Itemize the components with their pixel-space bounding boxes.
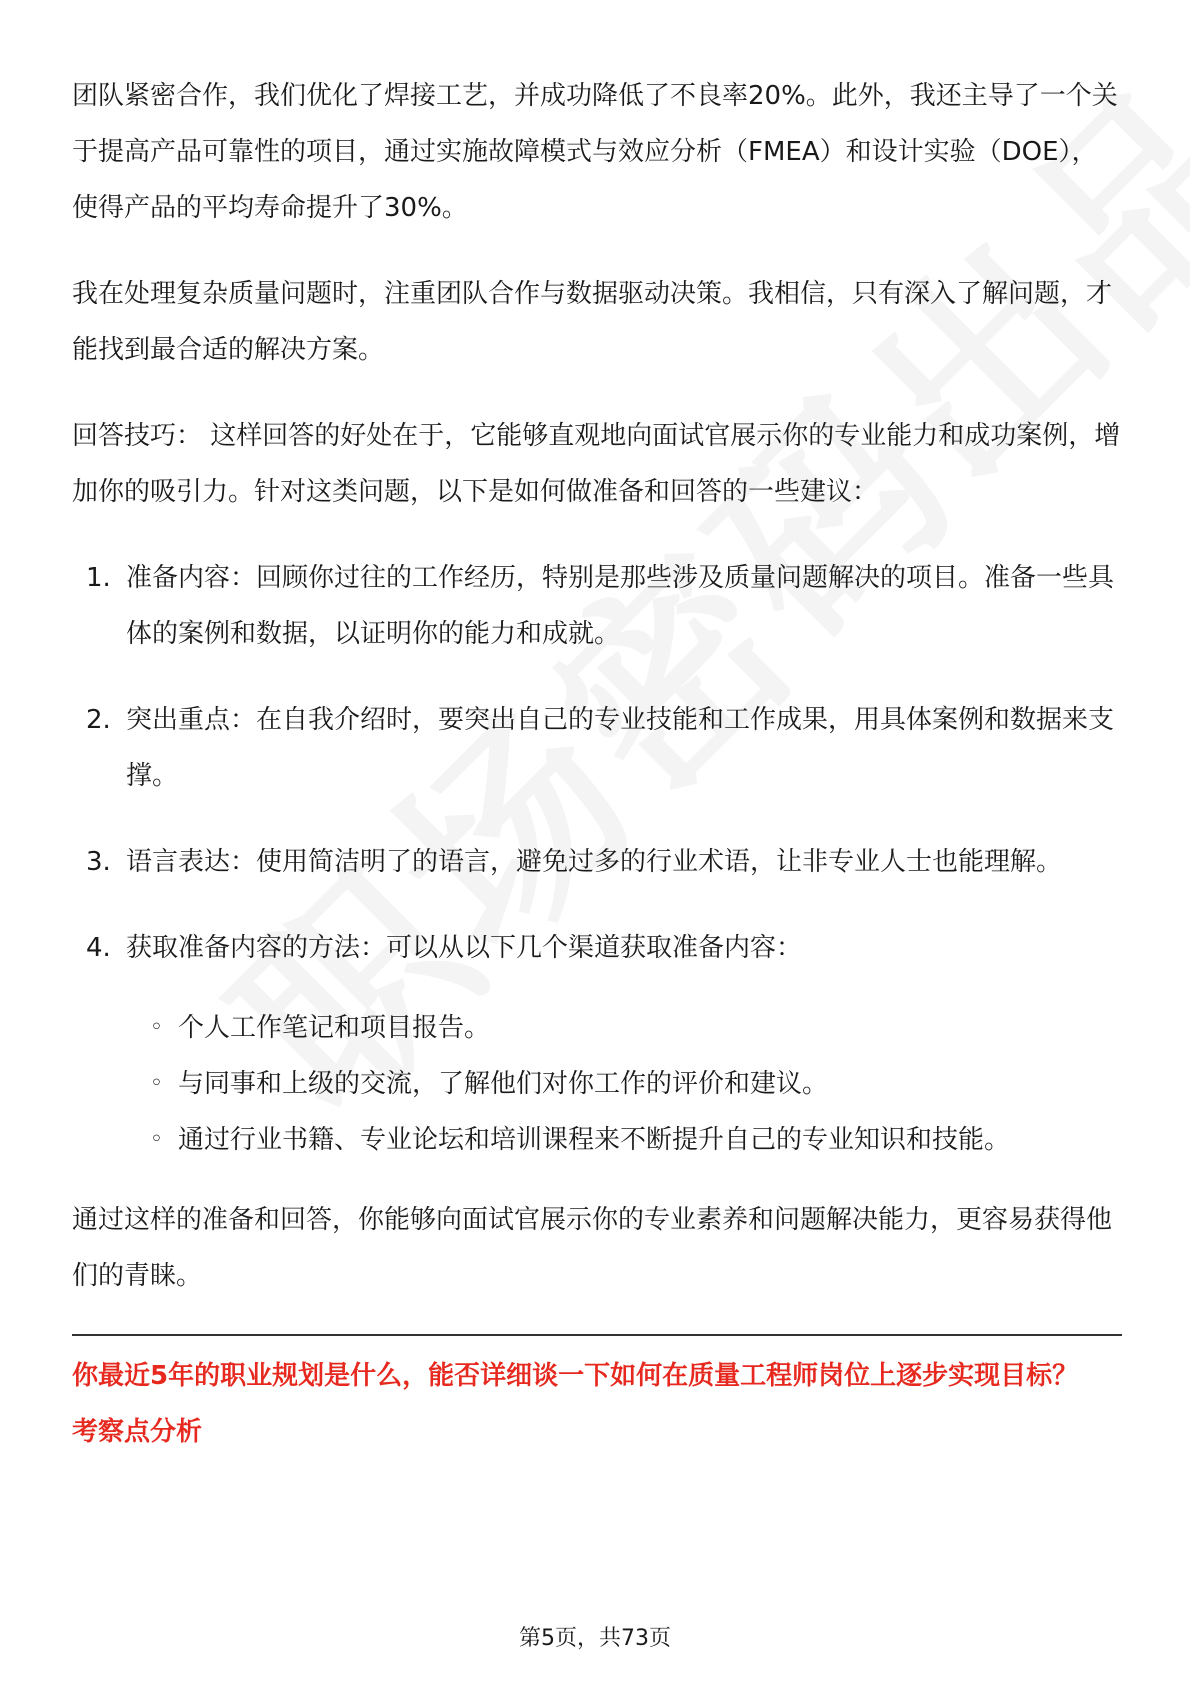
paragraph-closing: 通过这样的准备和回答，你能够向面试官展示你的专业素养和问题解决能力，更容易获得他们的青睐。	[72, 1205, 1113, 1291]
next-question-heading: 你最近5年的职业规划是什么，能否详细谈一下如何在质量工程师岗位上逐步实现目标？	[72, 1361, 1079, 1391]
list-item	[86, 550, 1122, 662]
bullet-text: 通过行业书籍、专业论坛和培训课程来不断提升自己的专业知识和技能。	[178, 1125, 1011, 1155]
bullet-item	[150, 1000, 1122, 1056]
list-text: 语言表达：使用简洁明了的语言，避免过多的行业术语，让非专业人士也能理解。	[126, 847, 1063, 877]
list-text: 准备内容：回顾你过往的工作经历，特别是那些涉及质量问题解决的项目。准备一些具体的案例和数据，以证明你的能力和成就。	[126, 563, 1115, 649]
list-number: 1.	[86, 563, 111, 593]
page-footer: 第5页，共73页	[519, 1626, 671, 1651]
bullet-list	[150, 1000, 1122, 1168]
list-number: 3.	[86, 847, 111, 877]
bullet-item	[150, 1056, 1122, 1112]
bullet-marker: ◦	[150, 1127, 163, 1152]
section-divider	[72, 1334, 1122, 1336]
bullet-marker: ◦	[150, 1071, 163, 1096]
list-number: 2.	[86, 705, 111, 735]
list-item	[86, 692, 1122, 804]
list-item	[86, 834, 1122, 890]
paragraph-approach: 我在处理复杂质量问题时，注重团队合作与数据驱动决策。我相信，只有深入了解问题，才能找到最合适的解决方案。	[72, 279, 1113, 365]
list-text: 突出重点：在自我介绍时，要突出自己的专业技能和工作成果，用具体案例和数据来支撑。	[126, 705, 1115, 791]
list-text: 获取准备内容的方法：可以从以下几个渠道获取准备内容：	[126, 933, 803, 963]
list-number: 4.	[86, 933, 111, 963]
paragraph-tips: 回答技巧： 这样回答的好处在于，它能够直观地向面试官展示你的专业能力和成功案例，增加你的吸引力。针对这类问题，以下是如何做准备和回答的一些建议：	[72, 421, 1121, 507]
bullet-text: 个人工作笔记和项目报告。	[178, 1013, 491, 1043]
section-title: 考察点分析	[72, 1417, 203, 1447]
bullet-marker: ◦	[150, 1015, 163, 1040]
bullet-item	[150, 1112, 1122, 1168]
paragraph-intro: 团队紧密合作，我们优化了焊接工艺，并成功降低了不良率20%。此外，我还主导了一个关于提高产品可靠性的项目，通过实施故障模式与效应分析（FMEA）和设计实验（DOE），使得产品的平均寿命提升了30%。	[72, 81, 1118, 223]
document-body	[72, 68, 1122, 1450]
bullet-text: 与同事和上级的交流，了解他们对你工作的评价和建议。	[178, 1069, 829, 1099]
list-item	[86, 920, 1122, 976]
